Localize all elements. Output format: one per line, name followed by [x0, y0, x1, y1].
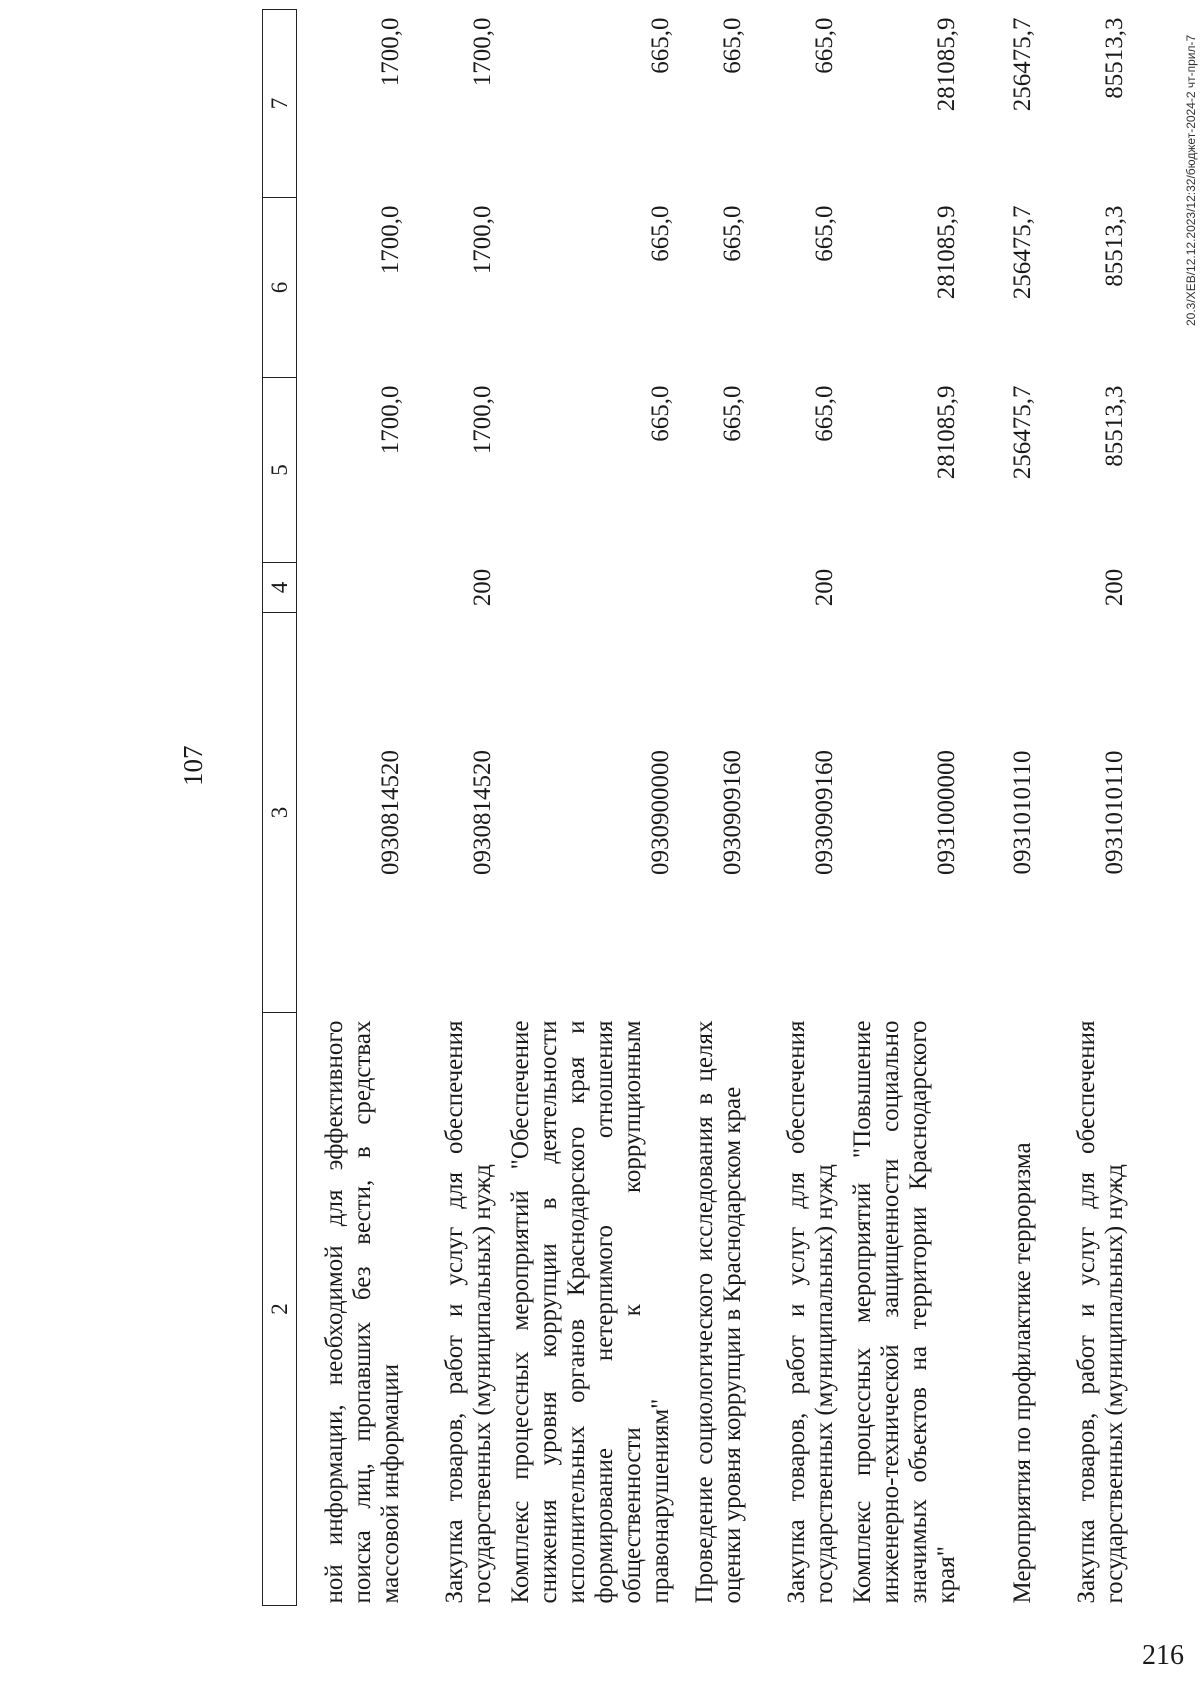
row-value-2025: 665,0 — [810, 17, 838, 74]
budget-table — [262, 9, 1131, 1606]
row-name: Закупка товаров, работ и услуг для обеспечения государственных (муниципальных) нужд — [1072, 1020, 1128, 1604]
page-number: 107 — [178, 745, 208, 786]
table-row — [677, 10, 749, 1606]
row-code: 0930814520 — [376, 750, 404, 875]
row-type — [963, 563, 1039, 613]
row-type — [841, 563, 963, 613]
row-value-2023: 256475,7 — [1008, 385, 1036, 480]
row-code: 0931010110 — [1100, 750, 1128, 875]
table-row — [407, 10, 499, 1606]
header-col-5: 5 — [263, 378, 297, 563]
row-value-2023: 1700,0 — [468, 385, 496, 455]
row-code: 0930909160 — [718, 750, 746, 875]
row-code: 0931010110 — [1008, 750, 1036, 875]
row-name: Комплекс процессных мероприятий "Обеспечение снижения уровня коррупции в деятельности исполнительных органов Краснодарского края и формирование нетерпимого отношения общественности к коррупционным правонарушениям" — [506, 1020, 674, 1604]
row-value-2024: 281085,9 — [932, 205, 960, 300]
row-value-2024: 665,0 — [646, 205, 674, 262]
header-col-2: 2 — [263, 1013, 297, 1606]
table-row — [297, 10, 407, 1606]
row-value-2025: 1700,0 — [468, 17, 496, 87]
row-value-2024: 1700,0 — [468, 205, 496, 275]
row-code: 0930909160 — [810, 750, 838, 875]
row-type — [499, 563, 677, 613]
row-name: Закупка товаров, работ и услуг для обеспечения государственных (муниципальных) нужд — [440, 1020, 496, 1604]
row-type: 200 — [1100, 568, 1128, 607]
row-value-2025: 256475,7 — [1008, 17, 1036, 112]
row-value-2023: 665,0 — [718, 385, 746, 442]
row-type — [297, 563, 407, 613]
row-value-2025: 281085,9 — [932, 17, 960, 112]
row-name: Комплекс процессных мероприятий "Повышение инженерно-технической защищенности социально значимых объектов на территории Краснодарского края" — [848, 1020, 960, 1604]
row-code: 0930814520 — [468, 750, 496, 875]
header-col-6: 6 — [263, 198, 297, 378]
header-col-4: 4 — [263, 563, 297, 613]
header-col-7: 7 — [263, 10, 297, 198]
table-header — [263, 10, 297, 1606]
row-type: 200 — [468, 568, 496, 607]
rotated-page — [172, 0, 1200, 1606]
table-row — [841, 10, 963, 1606]
sheet-number: 216 — [1142, 1640, 1184, 1671]
row-code: 0931000000 — [932, 750, 960, 875]
table-row — [749, 10, 841, 1606]
row-value-2023: 85513,3 — [1100, 385, 1128, 467]
row-value-2024: 665,0 — [810, 205, 838, 262]
row-value-2025: 665,0 — [718, 17, 746, 74]
row-value-2025: 665,0 — [646, 17, 674, 74]
row-value-2024: 256475,7 — [1008, 205, 1036, 300]
table-row — [1039, 10, 1131, 1606]
row-name: Проведение социологического исследования в целях оценки уровня коррупции в Краснодарском крае — [690, 1020, 746, 1604]
row-value-2025: 1700,0 — [376, 17, 404, 87]
row-value-2023: 665,0 — [646, 385, 674, 442]
row-type — [677, 563, 749, 613]
row-value-2025: 85513,3 — [1100, 17, 1128, 99]
footer-code: 20.3/ХЕВ/12.12.2023/12:32/бюджет-2024-2 чт-прил-7 — [1184, 34, 1198, 326]
row-value-2024: 1700,0 — [376, 205, 404, 275]
row-name: Мероприятия по профилактике терроризма — [1008, 1142, 1036, 1604]
header-col-3: 3 — [263, 613, 297, 1013]
table-row — [963, 10, 1039, 1606]
row-name: ной информации, необходимой для эффективного поиска лиц, пропавших без вести, в средствах массовой информации — [320, 1020, 404, 1604]
table-body — [297, 10, 1131, 1606]
row-value-2023: 281085,9 — [932, 385, 960, 480]
row-name: Закупка товаров, работ и услуг для обеспечения государственных (муниципальных) нужд — [782, 1020, 838, 1604]
row-value-2023: 1700,0 — [376, 385, 404, 455]
row-value-2024: 85513,3 — [1100, 205, 1128, 287]
row-value-2024: 665,0 — [718, 205, 746, 262]
row-code: 0930900000 — [646, 750, 674, 875]
row-type: 200 — [810, 568, 838, 607]
table-row — [499, 10, 677, 1606]
row-value-2023: 665,0 — [810, 385, 838, 442]
